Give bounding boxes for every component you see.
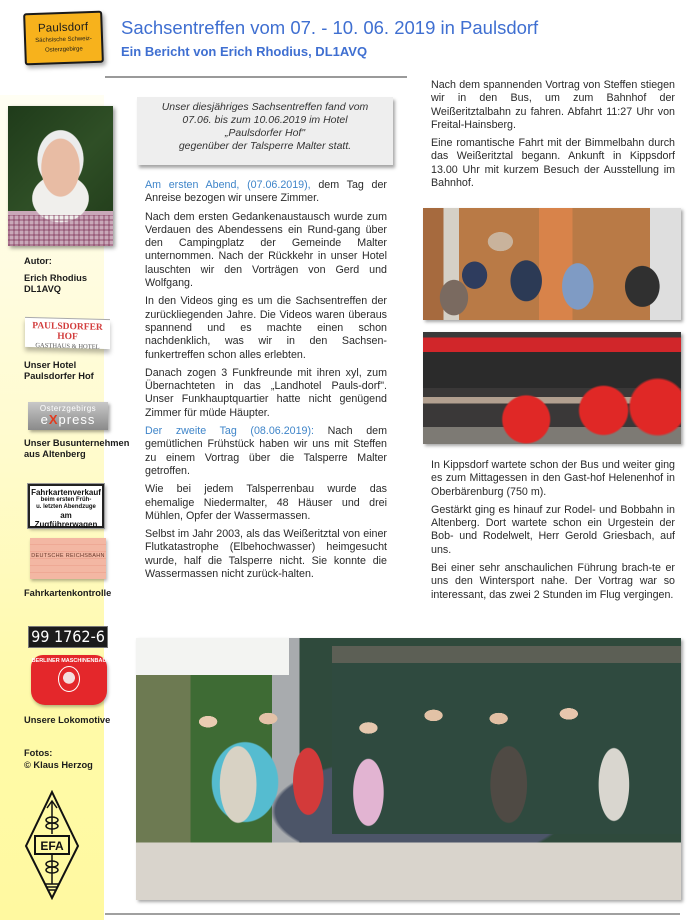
article-column-right-bottom: [431, 459, 675, 607]
paragraph: Danach zogen 3 Funkfreunde mit ihren xyl, zum Übernachteten in das „Landhotel Pauls-dorf". Unser Funkhauptquartier hatte nicht genügend Zimmer für müde Häupter.: [145, 366, 387, 419]
hotel-logo-name: PAULSDORFER HOF: [32, 321, 103, 343]
paulsdorf-town-sign-logo: [23, 11, 104, 66]
ticket-caption: Fahrkartenkontrolle: [24, 588, 112, 598]
bus-logo-press: press: [58, 412, 96, 427]
intro-line-4: gegenüber der Talsperre Malter statt.: [178, 140, 352, 152]
ticket-sign-line2: beim ersten Früh-: [40, 497, 92, 503]
paragraph: Eine romantische Fahrt mit der Bimmelbahn durch das Weißeritztal begann. Ankunft in Kippsdorf 13.00 Uhr mit kurzem Besuch der Ausstellung im Bahnhof.: [431, 137, 675, 190]
steam-locomotive-wheels-photo: [423, 332, 681, 444]
paragraph: Nach dem ersten Gedankenaustausch wurde zum Verdauen des Abendessens ein Rund-gang über den Campingplatz der Gemeinde Malter unternommen. Nach der Rückkehr in unser Hotel lauschten wir den Vorträgen von Gerd und Wolfgang.: [145, 210, 387, 290]
header-divider: [105, 76, 407, 78]
intro-summary-box: [137, 97, 393, 165]
article-column-middle: [145, 179, 387, 586]
efa-antenna-logo-icon: [22, 790, 82, 900]
footer-divider: [105, 913, 680, 915]
group-of-people: [158, 706, 659, 863]
paragraph: Wie bei jedem Talsperrenbau wurde das ehemalige Niedermalter, 48 Häuser und drei Mühlen, Opfer der Wassermassen.: [145, 483, 387, 522]
page-subtitle: Ein Bericht von Erich Rhodius, DL1AVQ: [121, 44, 368, 59]
bus-company-logo: [28, 402, 108, 430]
paragraph-text: Nach dem gemütlichen Frühstück haben wir uns mit Steffen zu einem Vortrag über die Talsperre Malter getroffen.: [145, 425, 387, 477]
group-photo-at-train: [136, 638, 681, 900]
page-title: Sachsentreffen vom 07. - 10. 06. 2019 in Paulsdorf: [121, 17, 539, 38]
bus-logo-x: X: [48, 412, 59, 427]
paragraph: [145, 425, 387, 478]
author-label: Autor:: [24, 256, 52, 266]
hotel-logo: [25, 317, 110, 349]
paragraph: Bei einer sehr anschaulichen Führung brach-te er uns den Wintersport nahe. Der Vortrag war so interessant, das zwei 2 Stunden im Flug vergingen.: [431, 562, 675, 601]
author-photo: [8, 106, 113, 246]
town-sign-sub-2: Osterzgebirge: [44, 46, 83, 54]
train-interior-photo: [423, 208, 681, 320]
portrait-medal-icon: [58, 666, 80, 692]
town-sign-sub-1: Sächsische Schweiz-: [35, 36, 93, 44]
intro-line-2: 07.06. bis zum 10.06.2019 im Hotel: [182, 114, 348, 126]
ticket-sign-line1: Fahrkartenverkauf: [31, 488, 101, 497]
hotel-caption-2: Paulsdorfer Hof: [24, 371, 94, 381]
loco-plate-text: BERLINER MASCHINENBAU: [31, 658, 107, 664]
day-one-heading: Am ersten Abend, (07.06.2019),: [145, 179, 311, 191]
paragraph: Gestärkt ging es hinauf zur Rodel- und Bobbahn in Altenberg. Dort wartete schon ein Urgestein der Bob- und Rodelwelt, Herr Gerold Griesbach, auf uns.: [431, 503, 675, 556]
hotel-logo-tagline: GASTHAUS & HOTEL: [35, 342, 100, 351]
loco-caption: Unsere Lokomotive: [24, 715, 111, 725]
author-name: Erich Rhodius: [24, 273, 88, 283]
paragraph-text: dem Tag der Anreise bezogen wir unsere Zimmer.: [145, 179, 387, 205]
bus-caption-1: Unser Busunternehmen: [24, 438, 130, 448]
bus-caption-2: aus Altenberg: [24, 449, 86, 459]
paragraph: In Kippsdorf wartete schon der Bus und weiter ging es zum Mittagessen in den Gast-hof Helenenhof in Oberbärenburg (750 m).: [431, 459, 675, 498]
hotel-caption-1: Unser Hotel: [24, 360, 77, 370]
svg-text:EFA: EFA: [40, 839, 64, 853]
town-sign-name: Paulsdorf: [37, 21, 89, 35]
intro-line-1: Unser diesjähriges Sachsentreffen fand vom: [161, 101, 369, 113]
railway-ticket-image: [30, 538, 106, 579]
bus-logo-e: e: [40, 412, 49, 427]
paragraph: In den Videos ging es um die Sachsentreffen der zurückliegenden Jahre. Die Videos waren überaus spannend und es machte einen schon nachdenklich, was wir in den Sachsen-funkertreffen schon alles erlebten.: [145, 295, 387, 361]
paragraph: [145, 179, 387, 206]
bus-logo-line1: Osterzgebirgs: [39, 404, 97, 413]
day-two-heading: Der zweite Tag (08.06.2019):: [145, 425, 314, 438]
locomotive-number-plate: 99 1762-6: [28, 626, 108, 648]
ticket-card-text: DEUTSCHE REICHSBAHN: [31, 553, 105, 559]
locomotive-maker-plate: [31, 655, 107, 705]
paragraph: Nach dem spannenden Vortrag von Steffen stiegen wir in den Bus, um zum Bahnhof der Weißeritztalbahn zu fahren. Abfahrt 11:27 Uhr von Freital-Hainsberg.: [431, 79, 675, 131]
photos-credit: © Klaus Herzog: [24, 760, 93, 770]
photos-label: Fotos:: [24, 748, 53, 758]
ticket-sign-line3: u. letzten Abendzuge: [36, 504, 96, 510]
author-callsign: DL1AVQ: [24, 284, 62, 294]
paragraph: Selbst im Jahr 2003, als das Weißeritztal von einer Flutkatastrophe (Elbehochwasser) heimgesucht wurde, half die Talsperre nicht. Sie konnte die Wassermassen nicht zurück-halten.: [145, 528, 387, 581]
article-column-right-top: [431, 79, 675, 195]
ticket-sign-line4: am Zugführerwagen: [34, 511, 98, 529]
ticket-sale-sign: [28, 484, 104, 528]
intro-line-3: „Paulsdorfer Hof": [224, 127, 306, 139]
